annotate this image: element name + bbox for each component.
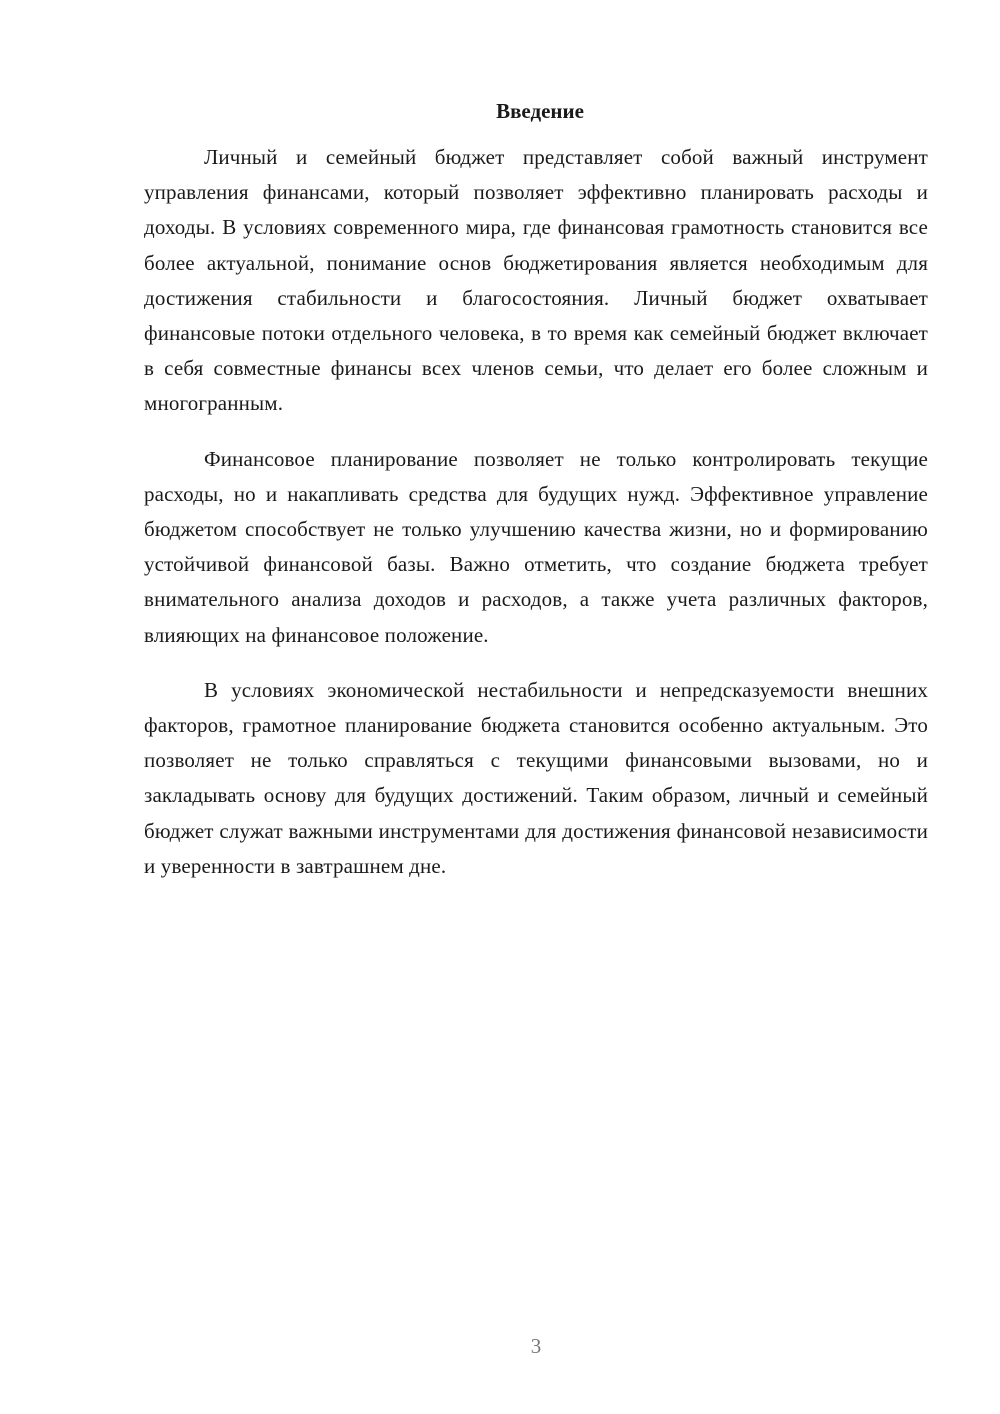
section-title: Введение bbox=[496, 99, 584, 123]
page-number: 3 bbox=[530, 1334, 542, 1358]
paragraph: Личный и семейный бюджет представляет собой важный инструмент управления финансами, который позволяет эффективно планировать расходы и доходы. В условиях современного мира, где финансовая грамотность становится все более актуальной, понимание основ бюджетирования является необходимым для достижения стабильности и благосостояния. Личный бюджет охватывает финансовые потоки отдельного человека, в то время как семейный бюджет включает в себя совместные финансы всех членов семьи, что делает его более сложным и многогранным. bbox=[144, 145, 928, 416]
paragraph: Финансовое планирование позволяет не только контролировать текущие расходы, но и накапливать средства для будущих нужд. Эффективное управление бюджетом способствует не только улучшению качества жизни, но и формированию устойчивой финансовой базы. Важно отметить, что создание бюджета требует внимательного анализа доходов и расходов, а также учета различных факторов, влияющих на финансовое положение. bbox=[144, 446, 928, 647]
paragraph: В условиях экономической нестабильности и непредсказуемости внешних факторов, грамотное планирование бюджета становится особенно актуальным. Это позволяет не только справляться с текущими финансовыми вызовами, но и закладывать основу для будущих достижений. Таким образом, личный и семейный бюджет служат важными инструментами для достижения финансовой независимости и уверенности в завтрашнем дне. bbox=[144, 677, 928, 878]
page-content bbox=[144, 96, 928, 904]
